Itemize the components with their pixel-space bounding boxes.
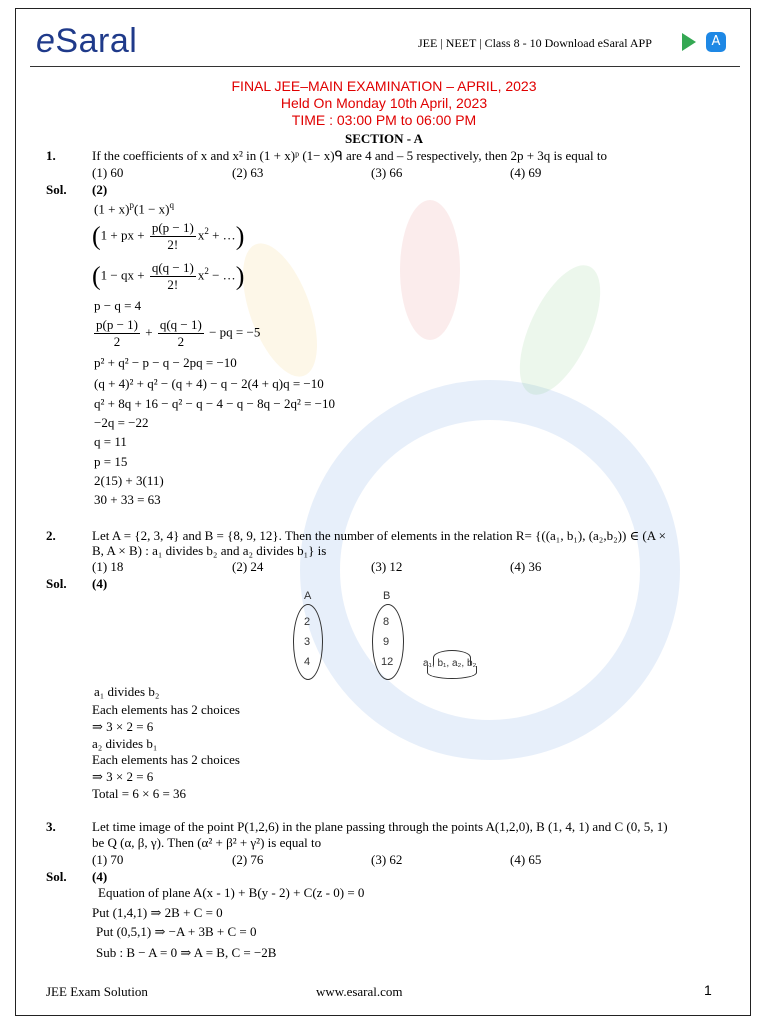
question-text: B, A × B) : a₁ divides b₂ and a₂ divides b₁} is — [92, 543, 327, 558]
pair-label: a₁, b₁, a₂, b₂ — [423, 658, 477, 669]
solution-step: Each elements has 2 choices — [92, 752, 240, 767]
footer-left-text: JEE Exam Solution — [46, 984, 148, 999]
option-2: (2) 63 — [232, 165, 264, 180]
set-b-element: 9 — [383, 636, 390, 648]
solution-step: ⇒ 3 × 2 = 6 — [92, 719, 154, 734]
option-3: (3) 66 — [371, 165, 403, 180]
play-store-icon[interactable] — [682, 33, 696, 51]
solution-step: p − q = 4 — [94, 298, 142, 313]
download-banner-text: JEE | NEET | Class 8 - 10 Download eSaral APP — [418, 36, 652, 50]
set-diagram — [285, 590, 485, 690]
solution-step: a₁ divides b₂ — [94, 684, 160, 699]
page-number: 1 — [704, 982, 712, 998]
exam-time: TIME : 03:00 PM to 06:00 PM — [291, 112, 477, 128]
watermark-petal — [400, 200, 460, 340]
solution-step: −2q = −22 — [94, 415, 149, 430]
esaral-logo — [36, 22, 137, 61]
exam-date: Held On Monday 10th April, 2023 — [280, 95, 488, 111]
question-number: 2. — [46, 528, 56, 543]
expansion-2: (1 − qx + $\frac{q(q - 1)}{2!}$ $x^2$ − …) — [92, 260, 245, 292]
question-text: If the coefficients of x and x² in (1 + x)ᵖ (1− x)ᑫ are 4 and – 5 respectively, then 2p + 3q is equal to — [92, 148, 607, 163]
answer: (2) — [92, 182, 108, 197]
set-a-element: 4 — [304, 656, 311, 668]
solution-label: Sol. — [46, 182, 67, 197]
set-b-element: 12 — [381, 656, 394, 668]
answer: (4) — [92, 869, 108, 884]
question-number: 1. — [46, 148, 56, 163]
set-a-element: 2 — [304, 616, 311, 628]
question-text: Let time image of the point P(1,2,6) in the plane passing through the points A(1,2,0), B (1, 4, 1) and C (0, 5, 1) — [92, 819, 668, 834]
expansion-product: $(1 + x)^p(1 - x)^q$ — [94, 200, 174, 217]
logo-e: e — [36, 22, 56, 60]
solution-step: Equation of plane A(x - 1) + B(y - 2) + C(z - 0) = 0 — [98, 885, 365, 900]
solution-step: q = 11 — [94, 434, 127, 449]
solution-step: 30 + 33 = 63 — [94, 492, 161, 507]
section-heading: SECTION - A — [344, 131, 424, 146]
option-1: (1) 18 — [92, 559, 124, 574]
logo-text: Saral — [55, 22, 138, 60]
option-4: (4) 65 — [510, 852, 542, 867]
solution-step: a₂ divides b₁ — [92, 736, 158, 751]
coefficient-equation: $\frac{p(p - 1)}{2}$ + $\frac{q(q - 1)}{2}$ − pq = −5 — [96, 317, 261, 349]
set-b-label: B — [383, 590, 391, 602]
solution-step: (q + 4)² + q² − (q + 4) − q − 2(4 + q)q = −10 — [94, 376, 324, 391]
solution-step: Put (1,4,1) ⇒ 2B + C = 0 — [92, 905, 223, 920]
footer-website-link[interactable]: www.esaral.com — [316, 984, 403, 999]
solution-step: 2(15) + 3(11) — [94, 473, 164, 488]
option-4: (4) 69 — [510, 165, 542, 180]
option-3: (3) 62 — [371, 852, 403, 867]
solution-step: Total = 6 × 6 = 36 — [92, 786, 187, 801]
solution-step: Put (0,5,1) ⇒ −A + 3B + C = 0 — [96, 924, 257, 939]
watermark-logo — [300, 380, 680, 760]
solution-step: Each elements has 2 choices — [92, 702, 240, 717]
option-1: (1) 70 — [92, 852, 124, 867]
set-a-label: A — [304, 590, 312, 602]
option-2: (2) 76 — [232, 852, 264, 867]
set-b-element: 8 — [383, 616, 390, 628]
solution-step: q² + 8q + 16 − q² − q − 4 − q − 8q − 2q² = −10 — [94, 396, 336, 411]
question-text: Let A = {2, 3, 4} and B = {8, 9, 12}. Then the number of elements in the relation R= {((a₁, b₁), (a₂,b₂)) ∈ (A × — [92, 528, 666, 543]
expansion-1: (1 + px + $\frac{p(p - 1)}{2!}$ $x^2$ + …) — [92, 220, 245, 252]
option-1: (1) 60 — [92, 165, 124, 180]
solution-step: ⇒ 3 × 2 = 6 — [92, 769, 154, 784]
app-store-icon[interactable]: A — [706, 32, 726, 52]
pair-arc — [433, 650, 471, 665]
question-text: be Q (α, β, γ). Then (α² + β² + γ²) is equal to — [92, 835, 322, 850]
option-2: (2) 24 — [232, 559, 264, 574]
option-4: (4) 36 — [510, 559, 542, 574]
exam-title: FINAL JEE–MAIN EXAMINATION – APRIL, 2023 — [231, 78, 537, 94]
solution-step: Sub : B − A = 0 ⇒ A = B, C = −2B — [96, 945, 277, 960]
answer: (4) — [92, 576, 108, 591]
set-a-element: 3 — [304, 636, 311, 648]
solution-step: p = 15 — [94, 454, 128, 469]
option-3: (3) 12 — [371, 559, 403, 574]
pair-arc — [427, 666, 477, 679]
solution-step: p² + q² − p − q − 2pq = −10 — [94, 355, 237, 370]
question-number: 3. — [46, 819, 56, 834]
solution-label: Sol. — [46, 869, 67, 884]
header-divider — [30, 66, 740, 67]
solution-label: Sol. — [46, 576, 67, 591]
